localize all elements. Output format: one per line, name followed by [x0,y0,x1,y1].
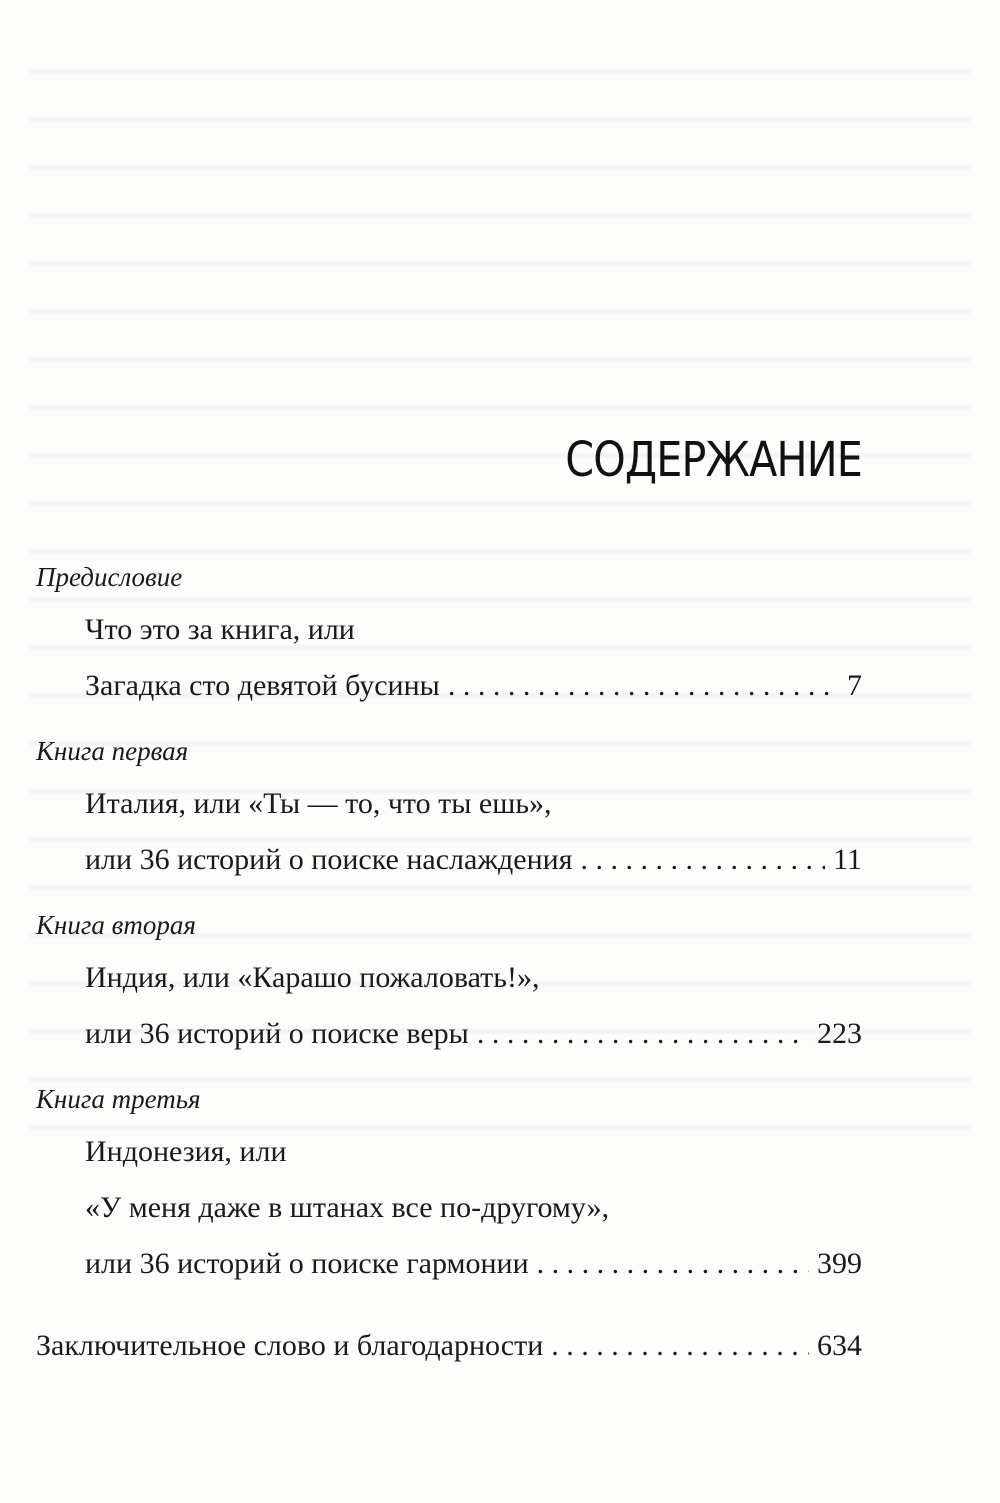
page-number: 7 [847,669,862,702]
toc-entry [36,776,862,888]
entry-text: или 36 историй о поиске веры [85,1017,469,1050]
toc-section [36,552,862,714]
entry-last-line [85,1236,862,1292]
toc-section [36,1074,862,1292]
toc-section [36,900,862,1062]
entry-last-line [85,1006,862,1062]
entry-line: Индонезия, или [85,1135,287,1168]
table-of-contents [36,552,862,1374]
entry-line: Что это за книга, или [85,613,355,646]
section-label: Книга первая [36,736,189,766]
entry-last-line [36,1318,862,1374]
entry-text: или 36 историй о поиске гармонии [85,1247,529,1280]
section-label: Предисловие [36,562,183,592]
toc-section [36,726,862,888]
page-number: 223 [817,1017,862,1050]
dot-leader [581,832,826,888]
entry-last-line [85,658,862,714]
section-label: Книга третья [36,1084,201,1114]
toc-closing-entry [36,1318,862,1374]
dot-leader [477,1006,809,1062]
toc-entry [36,1124,862,1292]
entry-text: Заключительное слово и благодарности [36,1329,544,1362]
entry-text: Загадка сто девятой бусины [85,669,440,702]
entry-text: или 36 историй о поиске наслаждения [85,843,573,876]
page-number: 399 [817,1247,862,1280]
page-number: 11 [833,843,862,876]
entry-line: Индия, или «Карашо пожаловать!», [85,961,540,994]
dot-leader [551,1318,809,1374]
dot-leader [448,658,839,714]
toc-entry [36,950,862,1062]
page-number: 634 [817,1329,862,1362]
section-label: Книга вторая [36,910,196,940]
page-title: СОДЕРЖАНИЕ [565,432,862,488]
dot-leader [537,1236,809,1292]
entry-last-line [85,832,862,888]
entry-line: Италия, или «Ты — то, что ты ешь», [85,787,552,820]
entry-line: «У меня даже в штанах все по-другому», [85,1191,610,1224]
toc-entry [36,602,862,714]
